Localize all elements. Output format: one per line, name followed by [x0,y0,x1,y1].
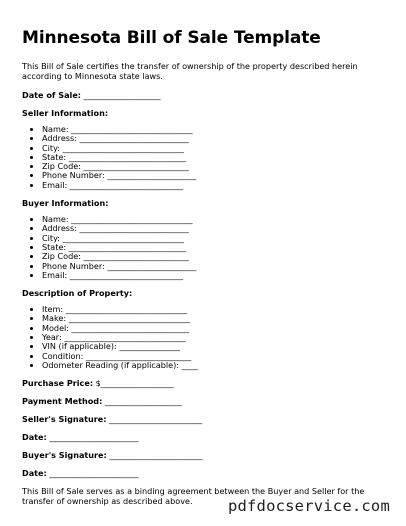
property-vin-item: • VIN (if applicable): _______________ [42,342,394,351]
date-of-sale-blank: ___________________ [83,90,161,100]
property-model-item: • Model: _____________________________ [42,324,394,333]
property-make-item: • Make: ______________________________ [42,314,394,323]
buyer-state-item: • State: _____________________________ [42,243,394,252]
property-list [22,305,394,370]
property-year-item: • Year: ______________________________ [42,333,394,342]
date-of-sale-label: Date of Sale: [22,90,82,100]
document-page [22,28,394,506]
buyer-heading: Buyer Information: [22,198,109,209]
document-title: Minnesota Bill of Sale Template [22,28,321,48]
seller-signature-field [22,414,394,424]
intro-paragraph: This Bill of Sale certifies the transfer of ownership of the property described herein according to Minnesota state laws. [22,61,358,81]
seller-heading: Seller Information: [22,108,109,118]
seller-signature-label: Seller's Signature: [22,414,107,425]
seller-date-label: Date: [22,432,47,443]
buyer-date-blank: ______________________ [46,468,139,479]
seller-city-item: • City: ______________________________ [42,144,394,153]
buyer-signature-blank: _______________________ [106,450,203,461]
property-heading: Description of Property: [22,288,133,299]
watermark-logo: pdfdocservice.com [227,497,390,515]
seller-zip-item: • Zip Code: __________________________ [42,162,394,171]
buyer-date-field [22,468,394,478]
date-of-sale-field [22,90,394,100]
property-condition-item: • Condition: __________________________ [42,352,394,361]
buyer-phone-item: • Phone Number: ______________________ [42,262,394,271]
seller-state-item: • State: _____________________________ [42,153,394,162]
buyer-email-item: • Email: ____________________________ [42,271,394,280]
buyer-signature-label: Buyer's Signature: [22,450,107,461]
buyer-zip-item: • Zip Code: __________________________ [42,252,394,261]
payment-method-label: Payment Method: [22,396,103,407]
buyer-signature-field [22,450,394,460]
buyer-name-item: • Name: ______________________________ [42,215,394,224]
seller-address-item: • Address: ___________________________ [42,134,394,143]
seller-name-item: • Name: ______________________________ [42,125,394,134]
property-item-item: • Item: ______________________________ [42,305,394,314]
buyer-date-label: Date: [22,468,47,479]
purchase-price-blank: $__________________ [93,378,174,389]
payment-method-field [22,396,394,406]
seller-list [22,125,394,190]
buyer-city-item: • City: ______________________________ [42,234,394,243]
payment-method-blank: ___________________ [102,396,182,407]
seller-phone-item: • Phone Number: ______________________ [42,171,394,180]
purchase-price-field [22,378,394,388]
buyer-list [22,215,394,280]
seller-date-field [22,432,394,442]
property-odometer-item: • Odometer Reading (if applicable): ____ [42,361,394,370]
seller-email-item: • Email: ____________________________ [42,181,394,190]
seller-date-blank: ______________________ [46,432,139,443]
seller-signature-blank: _______________________ [106,414,203,425]
buyer-address-item: • Address: ___________________________ [42,224,394,233]
closing-paragraph: This Bill of Sale serves as a binding agreement between the Buyer and Seller for the transfer of ownership as described above. [22,486,365,507]
purchase-price-label: Purchase Price: [22,378,94,389]
